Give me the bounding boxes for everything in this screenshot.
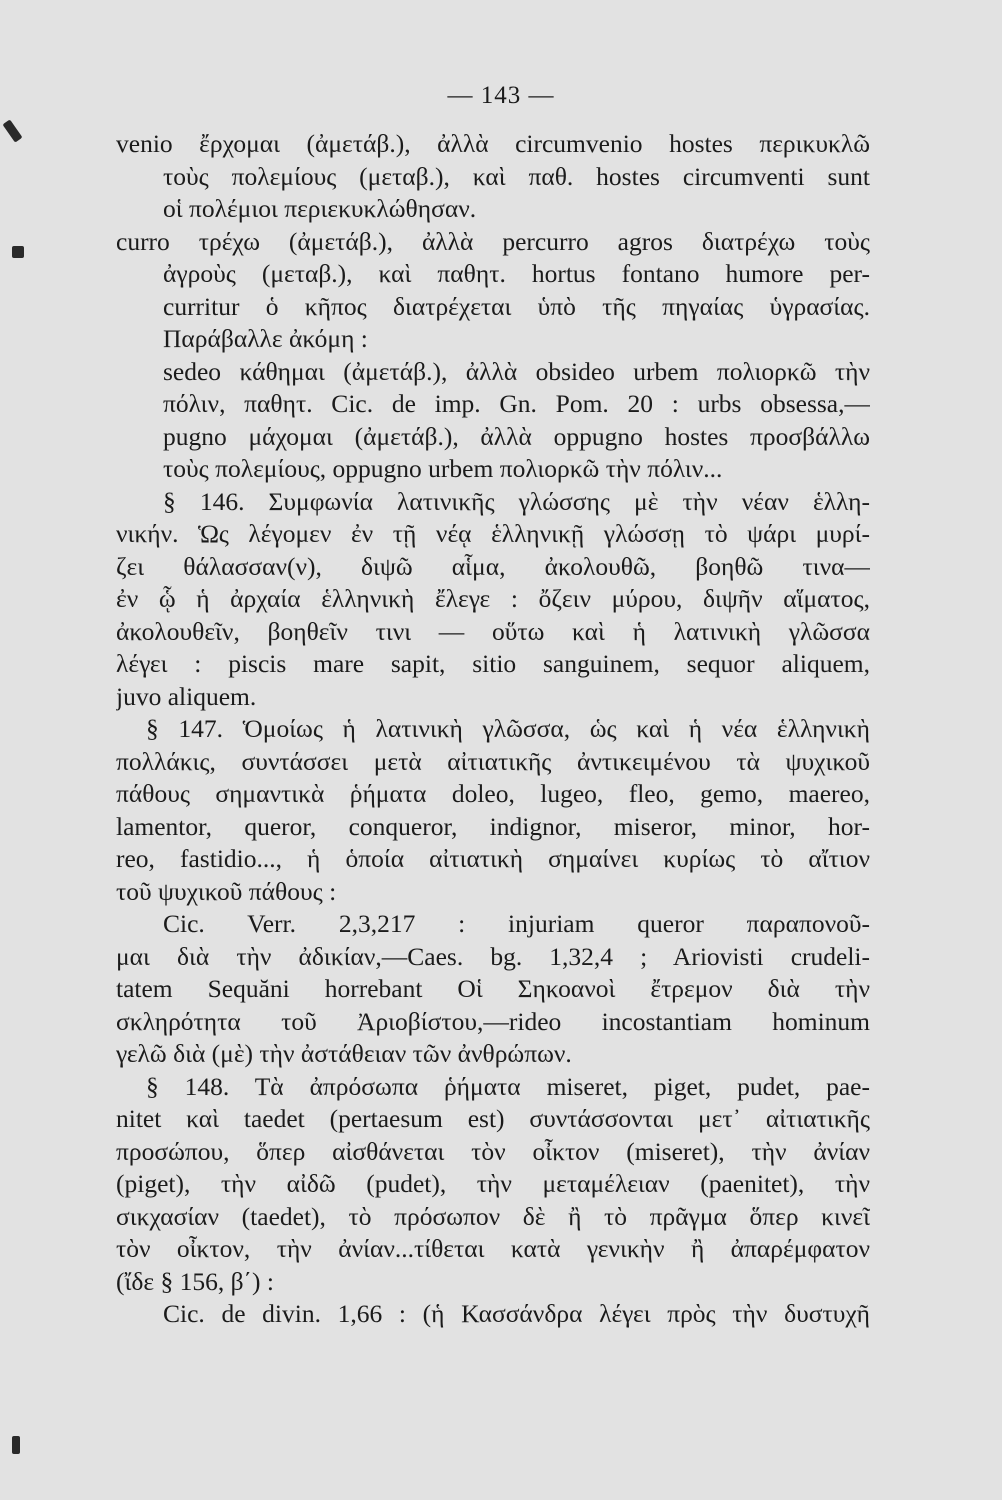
text-line: γελῶ διὰ (μὲ) τὴν ἀστάθειαν τῶν ἀνθρώπων. (116, 1039, 572, 1068)
text-line: νικήν. Ὡς λέγομεν ἐν τῇ νέᾳ ἑλληνικῇ γλώσσῃ τὸ ψάρι μυρί- (116, 519, 870, 548)
text-line: (ἴδε § 156, β΄) : (116, 1266, 274, 1296)
text-line: ἀκολουθεῖν, βοηθεῖν τινι — οὕτω καὶ ἡ λατινικὴ γλῶσσα (116, 616, 870, 646)
text-line: οἱ πολέμιοι περιεκυκλώθησαν. (163, 194, 477, 223)
text-line: venio ἔρχομαι (ἀμετάβ.), ἀλλὰ circumvenio hostes περικυκλῶ (116, 129, 870, 158)
text-line: προσώπου, ὅπερ αἰσθάνεται τὸν οἶκτον (miseret), τὴν ἀνίαν (116, 1136, 870, 1166)
text-line: τοὺς πολεμίους (μεταβ.), καὶ παθ. hostes circumventi sunt (163, 161, 870, 191)
text-line: lamentor, queror, conqueror, indignor, miseror, minor, hor- (116, 811, 870, 841)
text-line: μαι διὰ τὴν ἀδικίαν,—Caes. bg. 1,32,4 ; Ariovisti crudeli- (116, 941, 870, 971)
text-line: tatem Sequăni horrebant Οἱ Σηκοανοὶ ἔτρεμον διὰ τὴν (116, 974, 870, 1003)
text-line: πόλιν, παθητ. Cic. de imp. Gn. Pom. 20 : urbs obsessa,— (163, 389, 870, 418)
body-text (116, 128, 870, 1331)
margin-mark-top (3, 119, 23, 142)
text-line: Cic. Verr. 2,3,217 : injuriam queror παραπονοῦ- (163, 909, 870, 938)
page-number: — 143 — (447, 82, 555, 109)
text-line: reo, fastidio..., ἡ ὁποία αἰτιατικὴ σημαίνει κυρίως τὸ αἴτιον (116, 844, 870, 873)
margin-mark-middle (12, 246, 24, 258)
text-line: ἀγροὺς (μεταβ.), καὶ παθητ. hortus fontano humore per- (163, 259, 870, 288)
text-line: τὸν οἶκτον, τὴν ἀνίαν...τίθεται κατὰ γενικὴν ἢ ἀπαρέμφατον (116, 1234, 870, 1263)
text-line: § 146. Συμφωνία λατινικῆς γλώσσης μὲ τὴν νέαν ἑλλη- (163, 486, 870, 516)
text-line: πάθους σημαντικὰ ῥήματα doleo, lugeo, fleo, gemo, maereo, (116, 779, 870, 808)
text-line: § 147. Ὁμοίως ἡ λατινικὴ γλῶσσα, ὡς καὶ ἡ νέα ἑλληνικὴ (146, 714, 870, 743)
text-line: Παράβαλλε ἀκόμη : (163, 324, 368, 353)
text-line: sedeo κάθημαι (ἀμετάβ.), ἀλλὰ obsideo urbem πολιορκῶ τὴν (163, 356, 870, 386)
text-line: ζει θάλασσαν(ν), διψῶ αἷμα, ἀκολουθῶ, βοηθῶ τινα— (116, 551, 870, 581)
text-line: curritur ὁ κῆπος διατρέχεται ὑπὸ τῆς πηγαίας ὑγρασίας. (163, 291, 870, 321)
text-line: nitet καὶ taedet (pertaesum est) συντάσσονται μετ᾽ αἰτιατικῆς (116, 1104, 870, 1133)
text-line: σκληρότητα τοῦ Ἀριοβίστου,—rideo incostantiam hominum (116, 1006, 870, 1036)
text-line: πολλάκις, συντάσσει μετὰ αἰτιατικῆς ἀντικειμένου τὰ ψυχικοῦ (116, 746, 870, 776)
text-line: § 148. Τὰ ἀπρόσωπα ῥήματα miseret, piget, pudet, pae- (146, 1071, 870, 1101)
text-line: curro τρέχω (ἀμετάβ.), ἀλλὰ percurro agros διατρέχω τοὺς (116, 226, 870, 256)
text-line: (piget), τὴν αἰδῶ (pudet), τὴν μεταμέλειαν (paenitet), τὴν (116, 1169, 870, 1198)
text-line: λέγει : piscis mare sapit, sitio sanguinem, sequor aliquem, (116, 649, 870, 678)
text-line: juvo aliquem. (116, 681, 257, 711)
text-line: σικχασίαν (taedet), τὸ πρόσωπον δὲ ἢ τὸ πρᾶγμα ὅπερ κινεῖ (116, 1201, 870, 1231)
text-line: τοῦ ψυχικοῦ πάθους : (116, 876, 337, 906)
text-line: Cic. de divin. 1,66 : (ἡ Κασσάνδρα λέγει πρὸς τὴν δυστυχῆ (163, 1299, 870, 1328)
text-line: pugno μάχομαι (ἀμετάβ.), ἀλλὰ oppugno hostes προσβάλλω (163, 421, 870, 451)
text-line: ἐν ᾧ ἡ ἀρχαία ἑλληνικὴ ἔλεγε : ὄζειν μύρου, διψῆν αἵματος, (116, 584, 870, 613)
margin-mark-bottom (12, 1436, 20, 1454)
text-line: τοὺς πολεμίους, oppugno urbem πολιορκῶ τὴν πόλιν... (163, 454, 723, 483)
